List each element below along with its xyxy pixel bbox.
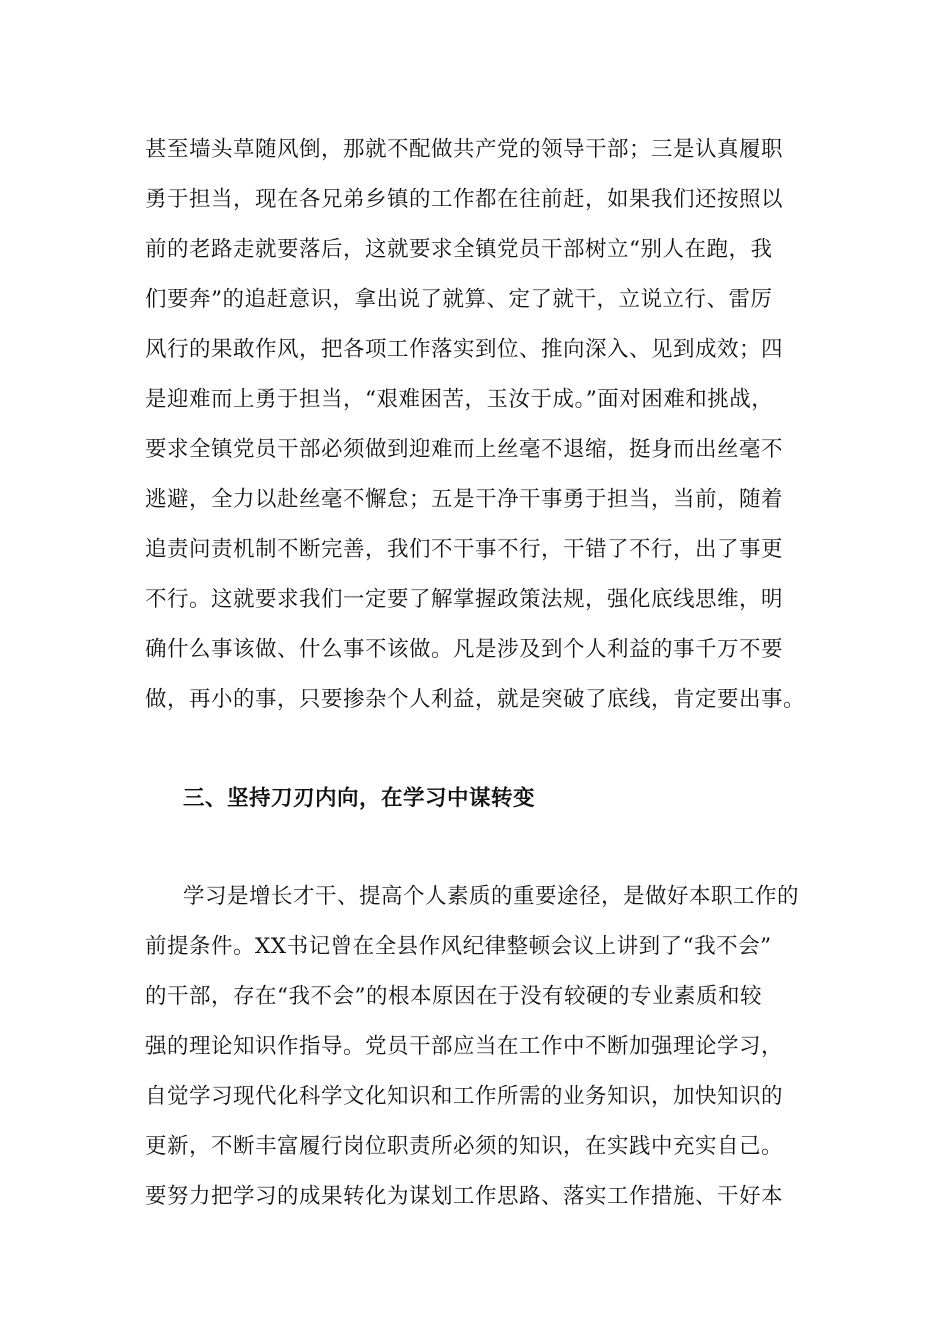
- paragraph1-line-11: 确什么事该做、什么事不该做。凡是涉及到个人利益的事千万不要: [145, 637, 784, 662]
- paragraph2-line-5: 自觉学习现代化科学文化知识和工作所需的业务知识，加快知识的: [145, 1084, 784, 1109]
- section-heading: 三、坚持刀刃内向，在学习中谋转变: [183, 786, 536, 811]
- paragraph2-line-1: 学习是增长才干、提高个人素质的重要途径，是做好本职工作的: [183, 884, 800, 909]
- paragraph2-line-7: 要努力把学习的成果转化为谋划工作思路、落实工作措施、干好本: [145, 1184, 784, 1209]
- paragraph2-line-2: 前提条件。XX书记曾在全县作风纪律整顿会议上讲到了“我不会”: [145, 934, 772, 959]
- paragraph1-line-4: 们要奔”的追赶意识，拿出说了就算、定了就干，立说立行、雷厉: [145, 287, 773, 312]
- paragraph1-line-8: 逃避，全力以赴丝毫不懈怠；五是干净干事勇于担当，当前，随着: [145, 487, 784, 512]
- paragraph1-line-10: 不行。这就要求我们一定要了解掌握政策法规，强化底线思维，明: [145, 587, 784, 612]
- paragraph2-line-4: 强的理论知识作指导。党员干部应当在工作中不断加强理论学习，: [145, 1034, 784, 1059]
- paragraph1-line-7: 要求全镇党员干部必须做到迎难而上丝毫不退缩，挺身而出丝毫不: [145, 437, 784, 462]
- paragraph1-line-6: 是迎难而上勇于担当，“艰难困苦，玉汝于成。”面对困难和挑战，: [145, 387, 774, 412]
- paragraph1-line-2: 勇于担当，现在各兄弟乡镇的工作都在往前赶，如果我们还按照以: [145, 187, 784, 212]
- paragraph1-line-12: 做，再小的事，只要掺杂个人利益，就是突破了底线，肯定要出事。: [145, 687, 806, 712]
- paragraph2-line-3: 的干部，存在“我不会”的根本原因在于没有较硬的专业素质和较: [145, 984, 762, 1009]
- paragraph1-line-3: 前的老路走就要落后，这就要求全镇党员干部树立“别人在跑，我: [145, 237, 773, 262]
- paragraph2-line-6: 更新，不断丰富履行岗位职责所必须的知识，在实践中充实自己。: [145, 1134, 784, 1159]
- paragraph1-line-9: 追责问责机制不断完善，我们不干事不行，干错了不行，出了事更: [145, 537, 784, 562]
- paragraph1-line-5: 风行的果敢作风，把各项工作落实到位、推向深入、见到成效；四: [145, 337, 784, 362]
- paragraph1-line-1: 甚至墙头草随风倒，那就不配做共产党的领导干部；三是认真履职: [145, 137, 784, 162]
